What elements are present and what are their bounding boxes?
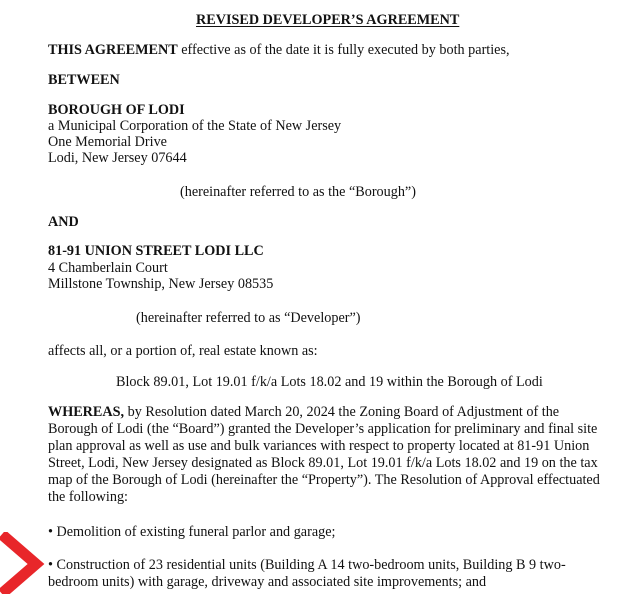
borough-line-3: Lodi, New Jersey 07644	[48, 150, 187, 166]
block-lot-line: Block 89.01, Lot 19.01 f/k/a Lots 18.02 and 19 within the Borough of Lodi	[116, 374, 543, 390]
borough-line-2: One Memorial Drive	[48, 134, 167, 150]
between-label: BETWEEN	[48, 72, 120, 88]
and-label: AND	[48, 214, 79, 230]
intro-bold: THIS AGREEMENT	[48, 42, 178, 58]
borough-reference: (hereinafter referred to as the “Borough”)	[180, 184, 416, 200]
bullet-demolition: • Demolition of existing funeral parlor and garage;	[48, 524, 336, 540]
developer-line-1: 4 Chamberlain Court	[48, 260, 168, 276]
red-arrow-icon	[0, 532, 46, 594]
borough-name: BOROUGH OF LODI	[48, 102, 185, 118]
bullet-construction-line-2: bedroom units) with garage, driveway and associated site improvements; and	[48, 574, 487, 590]
whereas-line-2: Borough of Lodi (the “Board”) granted the Developer’s application for preliminary and final site	[48, 421, 598, 437]
document-title: REVISED DEVELOPER’S AGREEMENT	[196, 12, 460, 28]
whereas-line-4: Street, Lodi, New Jersey designated as Block 89.01, Lot 19.01 f/k/a Lots 18.02 and 19 on the tax	[48, 455, 598, 471]
whereas-line-5: map of the Borough of Lodi (hereinafter the “Property”). The Resolution of Approval effectuated	[48, 472, 600, 488]
borough-line-1: a Municipal Corporation of the State of New Jersey	[48, 118, 342, 134]
developer-reference: (hereinafter referred to as “Developer”)	[136, 310, 361, 326]
bullet-construction-line-1: • Construction of 23 residential units (Building A 14 two-bedroom units, Building B 9 two-	[48, 557, 566, 573]
whereas-line-3: plan approval as well as use and bulk variances with respect to property located at 81-91 Union	[48, 438, 590, 454]
whereas-line-6: the following:	[48, 489, 128, 505]
intro-line	[48, 42, 510, 59]
whereas-line-1	[48, 404, 559, 421]
whereas-line-1-text: by Resolution dated March 20, 2024 the Zoning Board of Adjustment of the	[124, 404, 560, 420]
whereas-bold: WHEREAS,	[48, 404, 125, 420]
developer-name: 81-91 UNION STREET LODI LLC	[48, 243, 264, 259]
developer-line-2: Millstone Township, New Jersey 08535	[48, 276, 274, 292]
affects-line: affects all, or a portion of, real estate known as:	[48, 343, 318, 359]
intro-rest: effective as of the date it is fully executed by both parties,	[177, 42, 510, 58]
